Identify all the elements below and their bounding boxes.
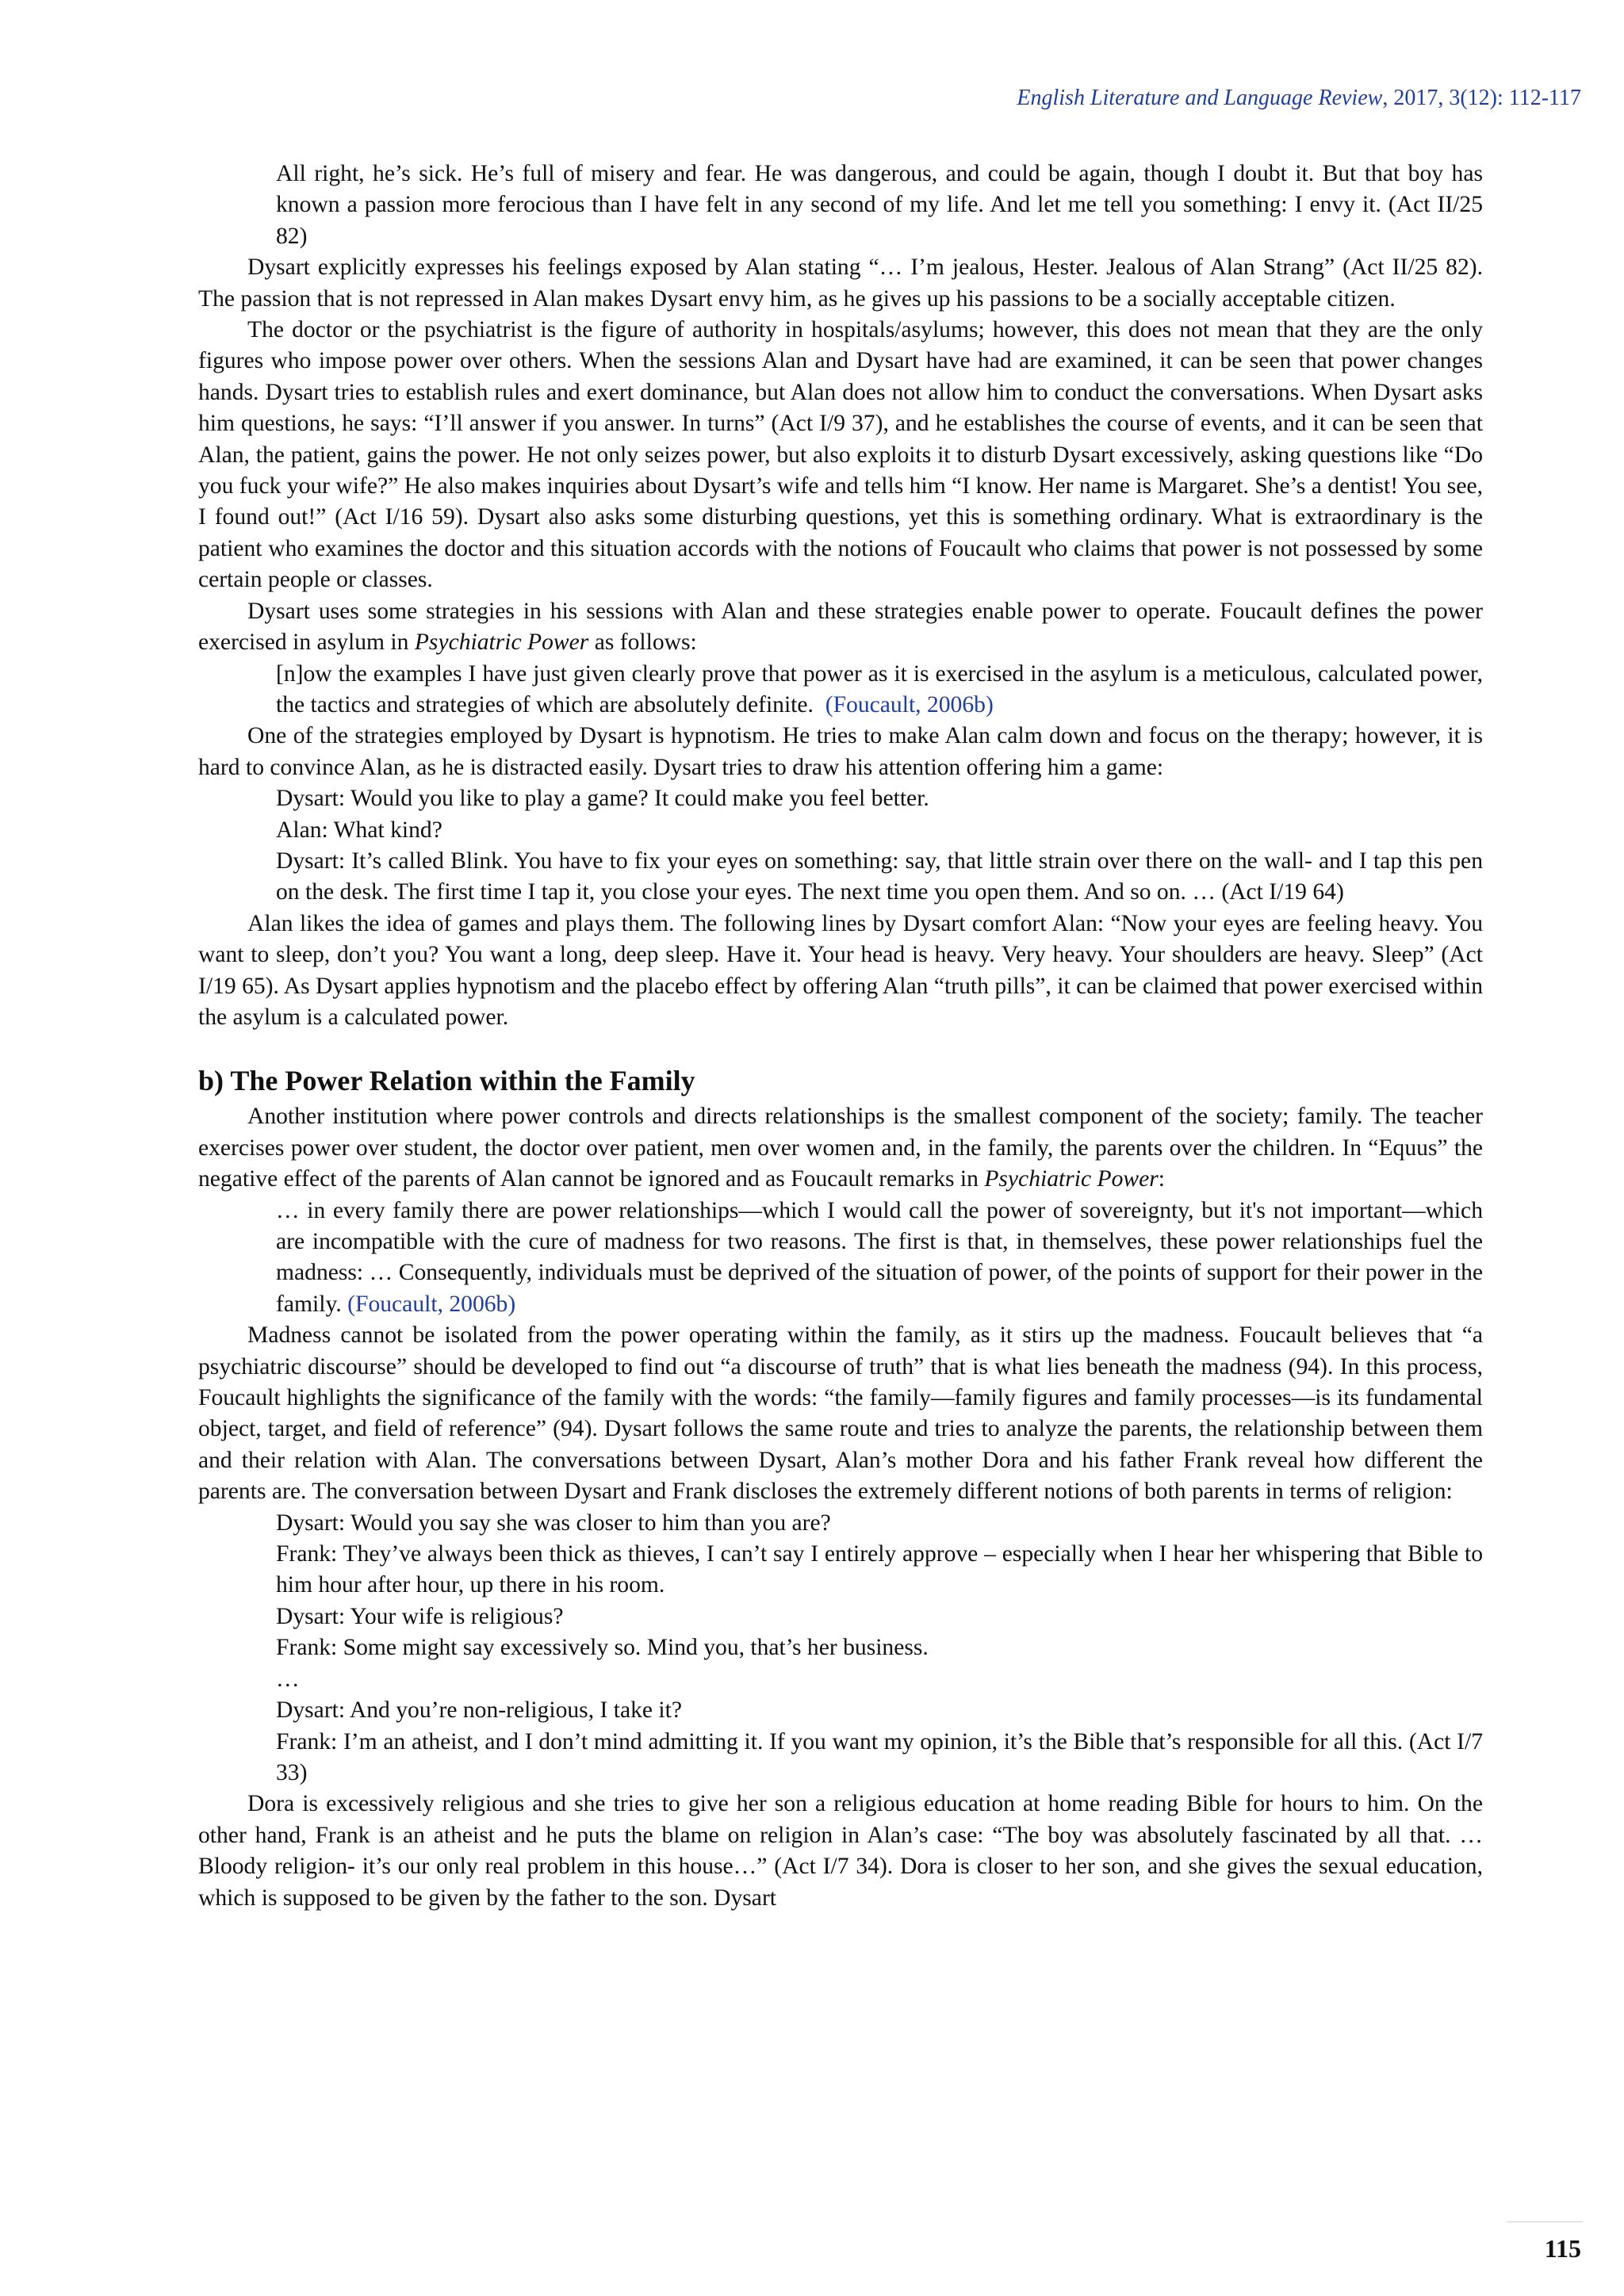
paragraph: Dysart uses some strategies in his sessions with Alan and these strategies enable power to operate. Foucault defines the power exercised in asylum in Psychiatric Power as follows:	[198, 598, 1483, 656]
dialogue-line: Alan: What kind?	[276, 817, 442, 843]
running-header	[1017, 86, 1581, 111]
dialogue-line: Dysart: Would you say she was closer to him than you are?	[276, 1510, 831, 1536]
paragraph: Alan likes the idea of games and plays them. The following lines by Dysart comfort Alan: “Now your eyes are feeling heavy. You want to sleep, don’t you? You want a long, deep sleep. Have it. Your head is heavy. Very heavy. Your shoulders are heavy. Sleep” (Act I/19 65). As Dysart applies hypnotism and the placebo effect by offering Alan “truth pills”, it can be claimed that power exercised within the asylum is a calculated power.	[198, 910, 1483, 1030]
citation-link[interactable]: (Foucault, 2006b)	[347, 1291, 516, 1317]
citation-link[interactable]: (Foucault, 2006b)	[825, 691, 994, 718]
dialogue-line: Dysart: Your wife is religious?	[276, 1603, 564, 1629]
dialogue-line: Dysart: It’s called Blink. You have to fix your eyes on something: say, that little strain over there on the wall- and I tap this pen on the desk. The first time I tap it, you close your eyes. The next time you open them. And so on. … (Act I/19 64)	[276, 848, 1483, 905]
article-body	[198, 159, 1483, 1914]
paragraph: One of the strategies employed by Dysart is hypnotism. He tries to make Alan calm down and focus on the therapy; however, it is hard to convince Alan, as he is distracted easily. Dysart tries to draw his attention offering him a game:	[198, 723, 1483, 780]
section-heading: b) The Power Relation within the Family	[198, 1065, 695, 1097]
paragraph: Another institution where power controls and directs relationships is the smallest component of the society; family. The teacher exercises power over student, the doctor over patient, men over women and, in the family, the parents over the children. In “Equus” the negative effect of the parents of Alan cannot be ignored and as Foucault remarks in Psychiatric Power:	[198, 1104, 1483, 1192]
dialogue-line: Frank: Some might say excessively so. Mind you, that’s her business.	[276, 1635, 929, 1661]
paragraph: Dora is excessively religious and she tries to give her son a religious education at home reading Bible for hours to him. On the other hand, Frank is an atheist and he puts the blame on religion in Alan’s case: “The boy was absolutely fascinated by all that. … Bloody religion- it’s our only real problem in this house…” (Act I/7 34). Dora is closer to her son, and she gives the sexual education, which is supposed to be given by the father to the son. Dysart	[198, 1791, 1483, 1911]
paragraph: The doctor or the psychiatrist is the figure of authority in hospitals/asylums; however, this does not mean that they are the only figures who impose power over others. When the sessions Alan and Dysart have had are examined, it can be seen that power changes hands. Dysart tries to establish rules and exert dominance, but Alan does not allow him to conduct the conversations. When Dysart asks him questions, he says: “I’ll answer if you answer. In turns” (Act I/9 37), and he establishes the course of events, and it can be seen that Alan, the patient, gains the power. He not only seizes power, but also exploits it to disturb Dysart excessively, asking questions like “Do you fuck your wife?” He also makes inquiries about Dysart’s wife and tells him “I know. Her name is Margaret. She’s a dentist! You see, I found out!” (Act I/16 59). Dysart also asks some disturbing questions, yet this is something ordinary. What is extraordinary is the patient who examines the doctor and this situation accords with the notions of Foucault who claims that power is not possessed by some certain people or classes.	[198, 317, 1483, 593]
journal-citation: , 2017, 3(12): 112-117	[1382, 86, 1581, 110]
page-number: 115	[1544, 2234, 1581, 2263]
footer-divider	[1507, 2221, 1583, 2222]
paragraph: Dysart explicitly expresses his feelings exposed by Alan stating “… I’m jealous, Hester. Jealous of Alan Strang” (Act II/25 82). The passion that is not repressed in Alan makes Dysart envy him, as he gives up his passions to be a socially acceptable citizen.	[198, 254, 1483, 312]
dialogue-ellipsis: …	[276, 1666, 300, 1692]
dialogue-line: Dysart: And you’re non-religious, I take it?	[276, 1697, 683, 1724]
journal-title: English Literature and Language Review	[1017, 86, 1383, 110]
dialogue-line: Frank: I’m an atheist, and I don’t mind admitting it. If you want my opinion, it’s the Bible that’s responsible for all this. (Act I/7 33)	[276, 1728, 1483, 1785]
dialogue-line: Frank: They’ve always been thick as thieves, I can’t say I entirely approve – especially when I hear her whispering that Bible to him hour after hour, up there in his room.	[276, 1541, 1483, 1598]
dialogue-line: Dysart: Would you like to play a game? It could make you feel better.	[276, 786, 929, 812]
block-quote: [n]ow the examples I have just given clearly prove that power as it is exercised in the asylum is a meticulous, calculated power, the tactics and strategies of which are absolutely definite. (Foucault, 2006b)	[276, 660, 1483, 718]
block-quote: All right, he’s sick. He’s full of misery and fear. He was dangerous, and could be again, though I doubt it. But that boy has known a passion more ferocious than I have felt in any second of my life. And let me tell you something: I envy it. (Act II/25 82)	[276, 161, 1483, 249]
paragraph: Madness cannot be isolated from the power operating within the family, as it stirs up the madness. Foucault believes that “a psychiatric discourse” should be developed to find out “a discourse of truth” that is what lies beneath the madness (94). In this process, Foucault highlights the significance of the family with the words: “the family—family figures and family processes—is its fundamental object, target, and field of reference” (94). Dysart follows the same route and tries to analyze the parents, the relationship between them and their relation with Alan. The conversations between Dysart, Alan’s mother Dora and his father Frank reveal how different the parents are. The conversation between Dysart and Frank discloses the extremely different notions of both parents in terms of religion:	[198, 1322, 1483, 1505]
book-title: Psychiatric Power	[414, 629, 589, 656]
block-quote: … in every family there are power relationships—which I would call the power of sovereignty, but it's not important—which are incompatible with the cure of madness for two reasons. The first is that, in themselves, these power relationships fuel the madness: … Consequently, individuals must be deprived of the situation of power, of the points of support for their power in the family. (Foucault, 2006b)	[276, 1197, 1483, 1317]
book-title: Psychiatric Power	[984, 1166, 1159, 1192]
